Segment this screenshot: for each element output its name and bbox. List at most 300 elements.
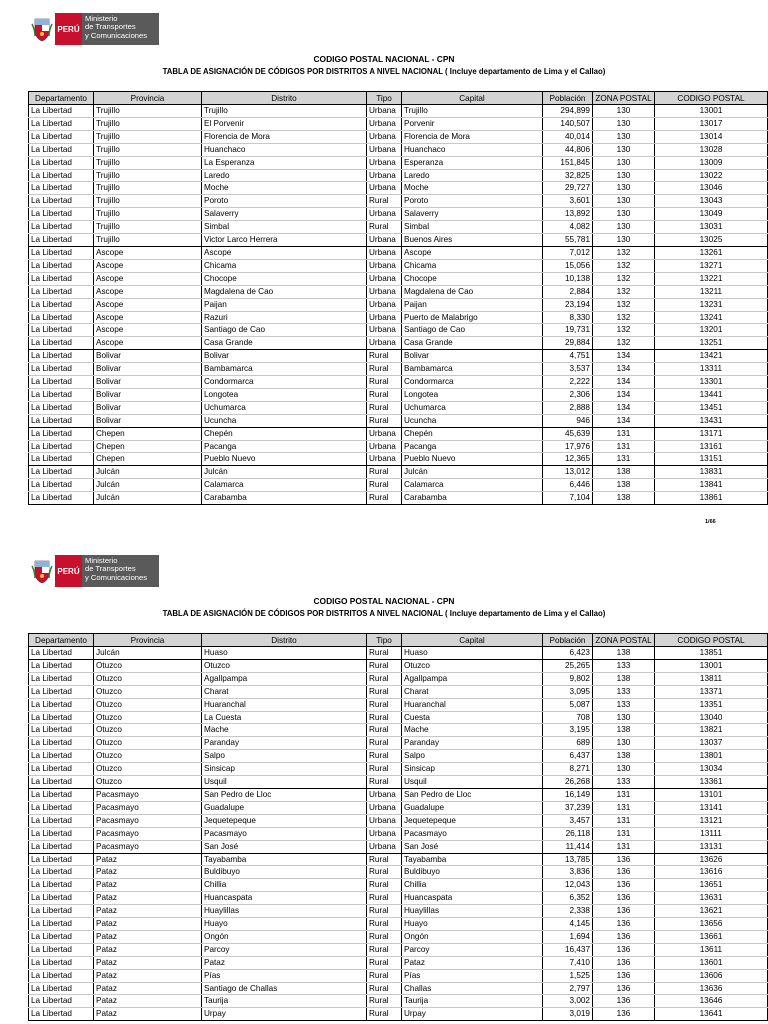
col-poblacion-cell: 13,785: [543, 853, 593, 866]
col-departamento-cell: La Libertad: [29, 221, 94, 234]
col-capital-cell: Urpay: [402, 1008, 543, 1021]
col-capital-cell: Calamarca: [402, 479, 543, 492]
col-tipo-cell: Rural: [367, 350, 402, 363]
col-capital-cell: Parcoy: [402, 943, 543, 956]
col-codigo-postal-cell: 13034: [655, 763, 768, 776]
col-capital-cell: Puerto de Malabrigo: [402, 311, 543, 324]
col-capital-cell: Uchumarca: [402, 401, 543, 414]
col-provincia-cell: Pataz: [94, 892, 202, 905]
col-poblacion-cell: 3,095: [543, 685, 593, 698]
header-col-codigo-postal: CODIGO POSTAL: [655, 634, 768, 647]
col-provincia-cell: Trujillo: [94, 234, 202, 247]
col-tipo-cell: Rural: [367, 982, 402, 995]
col-provincia-cell: Chepen: [94, 427, 202, 440]
col-distrito-cell: La Esperanza: [202, 156, 367, 169]
col-tipo-cell: Rural: [367, 195, 402, 208]
col-zona-postal-cell: 130: [593, 234, 655, 247]
col-zona-postal-cell: 131: [593, 814, 655, 827]
col-departamento-cell: La Libertad: [29, 879, 94, 892]
col-zona-postal-cell: 136: [593, 930, 655, 943]
table-row: [29, 285, 768, 298]
col-capital-cell: Bolivar: [402, 350, 543, 363]
col-zona-postal-cell: 130: [593, 117, 655, 130]
col-poblacion-cell: 26,268: [543, 776, 593, 789]
col-poblacion-cell: 16,149: [543, 788, 593, 801]
col-zona-postal-cell: 130: [593, 711, 655, 724]
col-departamento-cell: La Libertad: [29, 763, 94, 776]
col-zona-postal-cell: 136: [593, 918, 655, 931]
col-provincia-cell: Julcán: [94, 492, 202, 505]
header-col-distrito: Distrito: [202, 634, 367, 647]
col-tipo-cell: Rural: [367, 414, 402, 427]
table-row: [29, 208, 768, 221]
col-distrito-cell: Pataz: [202, 956, 367, 969]
col-poblacion-cell: 6,352: [543, 892, 593, 905]
col-zona-postal-cell: 136: [593, 969, 655, 982]
col-poblacion-cell: 13,892: [543, 208, 593, 221]
col-zona-postal-cell: 131: [593, 440, 655, 453]
col-poblacion-cell: 2,222: [543, 376, 593, 389]
col-codigo-postal-cell: 13271: [655, 259, 768, 272]
col-tipo-cell: Rural: [367, 750, 402, 763]
col-codigo-postal-cell: 13616: [655, 866, 768, 879]
table-row: [29, 350, 768, 363]
col-distrito-cell: Urpay: [202, 1008, 367, 1021]
col-capital-cell: Ucuncha: [402, 414, 543, 427]
col-codigo-postal-cell: 13025: [655, 234, 768, 247]
col-codigo-postal-cell: 13801: [655, 750, 768, 763]
col-departamento-cell: La Libertad: [29, 298, 94, 311]
table-row: [29, 440, 768, 453]
col-poblacion-cell: 3,537: [543, 363, 593, 376]
col-poblacion-cell: 6,423: [543, 647, 593, 660]
col-provincia-cell: Bolivar: [94, 363, 202, 376]
col-codigo-postal-cell: 13141: [655, 801, 768, 814]
col-distrito-cell: Huancaspata: [202, 892, 367, 905]
table-row: [29, 156, 768, 169]
logo-line-1: Ministerio: [85, 14, 118, 23]
col-zona-postal-cell: 130: [593, 156, 655, 169]
col-provincia-cell: Pataz: [94, 930, 202, 943]
col-departamento-cell: La Libertad: [29, 918, 94, 931]
col-codigo-postal-cell: 13351: [655, 698, 768, 711]
col-poblacion-cell: 1,694: [543, 930, 593, 943]
col-departamento-cell: La Libertad: [29, 234, 94, 247]
col-zona-postal-cell: 132: [593, 246, 655, 259]
page-number: 1/66: [705, 519, 716, 525]
col-zona-postal-cell: 130: [593, 221, 655, 234]
col-zona-postal-cell: 130: [593, 143, 655, 156]
col-capital-cell: Mache: [402, 724, 543, 737]
table-row: [29, 724, 768, 737]
col-distrito-cell: Usquil: [202, 776, 367, 789]
col-capital-cell: Challas: [402, 982, 543, 995]
col-codigo-postal-cell: 13841: [655, 479, 768, 492]
logo-ministry-text: [82, 555, 159, 587]
col-capital-cell: Salaverry: [402, 208, 543, 221]
col-tipo-cell: Urbana: [367, 143, 402, 156]
col-capital-cell: Casa Grande: [402, 337, 543, 350]
col-departamento-cell: La Libertad: [29, 672, 94, 685]
table-row: [29, 105, 768, 118]
col-distrito-cell: Uchumarca: [202, 401, 367, 414]
col-tipo-cell: Urbana: [367, 259, 402, 272]
col-capital-cell: Cuesta: [402, 711, 543, 724]
col-departamento-cell: La Libertad: [29, 659, 94, 672]
col-distrito-cell: Otuzco: [202, 659, 367, 672]
col-tipo-cell: Rural: [367, 943, 402, 956]
col-tipo-cell: Urbana: [367, 272, 402, 285]
col-provincia-cell: Ascope: [94, 337, 202, 350]
col-departamento-cell: La Libertad: [29, 208, 94, 221]
col-poblacion-cell: 19,731: [543, 324, 593, 337]
col-distrito-cell: Tayabamba: [202, 853, 367, 866]
col-departamento-cell: La Libertad: [29, 311, 94, 324]
col-tipo-cell: Rural: [367, 659, 402, 672]
table-row: [29, 117, 768, 130]
col-capital-cell: Simbal: [402, 221, 543, 234]
col-poblacion-cell: 26,118: [543, 827, 593, 840]
col-tipo-cell: Urbana: [367, 246, 402, 259]
col-zona-postal-cell: 136: [593, 892, 655, 905]
col-poblacion-cell: 12,365: [543, 453, 593, 466]
col-departamento-cell: La Libertad: [29, 814, 94, 827]
col-capital-cell: Buldibuyo: [402, 866, 543, 879]
col-codigo-postal-cell: 13161: [655, 440, 768, 453]
col-provincia-cell: Trujillo: [94, 117, 202, 130]
ministry-logo: [28, 555, 159, 587]
col-codigo-postal-cell: 13431: [655, 414, 768, 427]
col-departamento-cell: La Libertad: [29, 840, 94, 853]
col-provincia-cell: Trujillo: [94, 221, 202, 234]
table-row: [29, 788, 768, 801]
col-provincia-cell: Otuzco: [94, 737, 202, 750]
col-codigo-postal-cell: 13636: [655, 982, 768, 995]
col-tipo-cell: Rural: [367, 1008, 402, 1021]
table-header-row: [29, 634, 768, 647]
col-poblacion-cell: 7,104: [543, 492, 593, 505]
table-row: [29, 647, 768, 660]
col-codigo-postal-cell: 13261: [655, 246, 768, 259]
col-distrito-cell: Pacasmayo: [202, 827, 367, 840]
col-distrito-cell: El Porvenir: [202, 117, 367, 130]
logo-line-1: Ministerio: [85, 556, 118, 565]
col-distrito-cell: Bolivar: [202, 350, 367, 363]
table-row: [29, 840, 768, 853]
col-codigo-postal-cell: 13022: [655, 169, 768, 182]
col-codigo-postal-cell: 13626: [655, 853, 768, 866]
col-departamento-cell: La Libertad: [29, 143, 94, 156]
table-row: [29, 918, 768, 931]
col-codigo-postal-cell: 13131: [655, 840, 768, 853]
col-tipo-cell: Urbana: [367, 801, 402, 814]
col-codigo-postal-cell: 13651: [655, 879, 768, 892]
col-provincia-cell: Bolivar: [94, 401, 202, 414]
col-codigo-postal-cell: 13031: [655, 221, 768, 234]
col-capital-cell: Ascope: [402, 246, 543, 259]
col-poblacion-cell: 37,239: [543, 801, 593, 814]
col-provincia-cell: Pataz: [94, 995, 202, 1008]
table-row: [29, 879, 768, 892]
col-departamento-cell: La Libertad: [29, 905, 94, 918]
col-tipo-cell: Rural: [367, 763, 402, 776]
col-codigo-postal-cell: 13111: [655, 827, 768, 840]
col-departamento-cell: La Libertad: [29, 401, 94, 414]
col-departamento-cell: La Libertad: [29, 866, 94, 879]
col-tipo-cell: Urbana: [367, 105, 402, 118]
col-provincia-cell: Trujillo: [94, 105, 202, 118]
table-row: [29, 492, 768, 505]
col-tipo-cell: Urbana: [367, 234, 402, 247]
col-codigo-postal-cell: 13001: [655, 659, 768, 672]
table-row: [29, 853, 768, 866]
col-provincia-cell: Bolivar: [94, 414, 202, 427]
col-provincia-cell: Trujillo: [94, 195, 202, 208]
col-distrito-cell: Bambamarca: [202, 363, 367, 376]
col-departamento-cell: La Libertad: [29, 440, 94, 453]
col-zona-postal-cell: 132: [593, 272, 655, 285]
col-departamento-cell: La Libertad: [29, 776, 94, 789]
col-tipo-cell: Urbana: [367, 156, 402, 169]
page-subtitle: TABLA DE ASIGNACIÓN DE CÓDIGOS POR DISTRITOS A NIVEL NACIONAL ( Incluye departamento de Lima y el Callao): [162, 609, 606, 618]
table-row: [29, 969, 768, 982]
col-departamento-cell: La Libertad: [29, 956, 94, 969]
col-poblacion-cell: 45,639: [543, 427, 593, 440]
col-departamento-cell: La Libertad: [29, 724, 94, 737]
col-codigo-postal-cell: 13606: [655, 969, 768, 982]
col-zona-postal-cell: 138: [593, 466, 655, 479]
table-row: [29, 259, 768, 272]
col-distrito-cell: Longotea: [202, 388, 367, 401]
col-zona-postal-cell: 136: [593, 982, 655, 995]
col-codigo-postal-cell: 13811: [655, 672, 768, 685]
col-tipo-cell: Rural: [367, 479, 402, 492]
col-distrito-cell: Julcán: [202, 466, 367, 479]
col-zona-postal-cell: 131: [593, 453, 655, 466]
header-col-provincia: Provincia: [94, 92, 202, 105]
col-zona-postal-cell: 133: [593, 659, 655, 672]
col-departamento-cell: La Libertad: [29, 750, 94, 763]
col-capital-cell: Trujillo: [402, 105, 543, 118]
col-capital-cell: Chicama: [402, 259, 543, 272]
col-capital-cell: Guadalupe: [402, 801, 543, 814]
col-distrito-cell: Ascope: [202, 246, 367, 259]
col-distrito-cell: Santiago de Cao: [202, 324, 367, 337]
col-poblacion-cell: 55,781: [543, 234, 593, 247]
col-departamento-cell: La Libertad: [29, 195, 94, 208]
col-zona-postal-cell: 138: [593, 492, 655, 505]
col-capital-cell: Chepén: [402, 427, 543, 440]
col-zona-postal-cell: 130: [593, 130, 655, 143]
table-row: [29, 814, 768, 827]
table-row: [29, 453, 768, 466]
table-row: [29, 234, 768, 247]
col-tipo-cell: Rural: [367, 685, 402, 698]
col-zona-postal-cell: 138: [593, 672, 655, 685]
table-row: [29, 866, 768, 879]
col-provincia-cell: Otuzco: [94, 698, 202, 711]
col-provincia-cell: Pataz: [94, 956, 202, 969]
col-poblacion-cell: 4,145: [543, 918, 593, 931]
col-poblacion-cell: 40,014: [543, 130, 593, 143]
table-row: [29, 776, 768, 789]
col-poblacion-cell: 689: [543, 737, 593, 750]
col-tipo-cell: Urbana: [367, 285, 402, 298]
col-provincia-cell: Otuzco: [94, 711, 202, 724]
col-departamento-cell: La Libertad: [29, 647, 94, 660]
col-capital-cell: Ongón: [402, 930, 543, 943]
page-title: CODIGO POSTAL NACIONAL - CPN: [313, 54, 455, 64]
table-row: [29, 801, 768, 814]
col-poblacion-cell: 6,437: [543, 750, 593, 763]
col-capital-cell: Pueblo Nuevo: [402, 453, 543, 466]
col-capital-cell: Sinsicap: [402, 763, 543, 776]
table-row: [29, 659, 768, 672]
col-distrito-cell: Jequetepeque: [202, 814, 367, 827]
col-capital-cell: Laredo: [402, 169, 543, 182]
col-distrito-cell: Pías: [202, 969, 367, 982]
col-tipo-cell: Rural: [367, 969, 402, 982]
col-departamento-cell: La Libertad: [29, 492, 94, 505]
col-tipo-cell: Rural: [367, 892, 402, 905]
col-poblacion-cell: 23,194: [543, 298, 593, 311]
col-poblacion-cell: 4,751: [543, 350, 593, 363]
col-departamento-cell: La Libertad: [29, 853, 94, 866]
col-capital-cell: Pataz: [402, 956, 543, 969]
col-capital-cell: Paranday: [402, 737, 543, 750]
col-zona-postal-cell: 138: [593, 647, 655, 660]
col-codigo-postal-cell: 13451: [655, 401, 768, 414]
col-zona-postal-cell: 134: [593, 401, 655, 414]
col-provincia-cell: Trujillo: [94, 208, 202, 221]
table-row: [29, 427, 768, 440]
logo-line-2: de Transportes: [85, 22, 136, 32]
col-provincia-cell: Trujillo: [94, 156, 202, 169]
col-provincia-cell: Trujillo: [94, 143, 202, 156]
col-provincia-cell: Pataz: [94, 853, 202, 866]
col-codigo-postal-cell: 13151: [655, 453, 768, 466]
col-poblacion-cell: 2,306: [543, 388, 593, 401]
table-row: [29, 363, 768, 376]
postal-code-table: [28, 633, 768, 1021]
col-distrito-cell: Razuri: [202, 311, 367, 324]
col-poblacion-cell: 8,271: [543, 763, 593, 776]
col-departamento-cell: La Libertad: [29, 1008, 94, 1021]
col-tipo-cell: Rural: [367, 853, 402, 866]
col-capital-cell: Magdalena de Cao: [402, 285, 543, 298]
col-poblacion-cell: 3,195: [543, 724, 593, 737]
col-zona-postal-cell: 132: [593, 285, 655, 298]
header-col-capital: Capital: [402, 92, 543, 105]
col-capital-cell: Condormarca: [402, 376, 543, 389]
col-departamento-cell: La Libertad: [29, 479, 94, 492]
col-capital-cell: Pacanga: [402, 440, 543, 453]
col-departamento-cell: La Libertad: [29, 169, 94, 182]
table-row: [29, 763, 768, 776]
col-codigo-postal-cell: 13371: [655, 685, 768, 698]
table-row: [29, 685, 768, 698]
col-poblacion-cell: 8,330: [543, 311, 593, 324]
col-codigo-postal-cell: 13231: [655, 298, 768, 311]
col-capital-cell: Santiago de Cao: [402, 324, 543, 337]
col-distrito-cell: Salaverry: [202, 208, 367, 221]
col-tipo-cell: Urbana: [367, 840, 402, 853]
col-tipo-cell: Urbana: [367, 814, 402, 827]
col-zona-postal-cell: 132: [593, 298, 655, 311]
col-tipo-cell: Rural: [367, 905, 402, 918]
col-provincia-cell: Pataz: [94, 879, 202, 892]
col-zona-postal-cell: 131: [593, 827, 655, 840]
col-codigo-postal-cell: 13221: [655, 272, 768, 285]
col-tipo-cell: Urbana: [367, 788, 402, 801]
table-row: [29, 324, 768, 337]
col-distrito-cell: Paranday: [202, 737, 367, 750]
col-poblacion-cell: 3,457: [543, 814, 593, 827]
col-tipo-cell: Rural: [367, 492, 402, 505]
col-zona-postal-cell: 134: [593, 388, 655, 401]
col-provincia-cell: Pataz: [94, 866, 202, 879]
col-capital-cell: San Pedro de Lloc: [402, 788, 543, 801]
col-departamento-cell: La Libertad: [29, 388, 94, 401]
col-provincia-cell: Ascope: [94, 272, 202, 285]
col-codigo-postal-cell: 13861: [655, 492, 768, 505]
col-tipo-cell: Rural: [367, 401, 402, 414]
col-poblacion-cell: 29,727: [543, 182, 593, 195]
table-row: [29, 737, 768, 750]
col-zona-postal-cell: 136: [593, 995, 655, 1008]
col-provincia-cell: Pataz: [94, 1008, 202, 1021]
col-tipo-cell: Rural: [367, 956, 402, 969]
col-provincia-cell: Ascope: [94, 324, 202, 337]
col-departamento-cell: La Libertad: [29, 427, 94, 440]
col-provincia-cell: Julcán: [94, 479, 202, 492]
col-departamento-cell: La Libertad: [29, 698, 94, 711]
col-distrito-cell: Chocope: [202, 272, 367, 285]
col-zona-postal-cell: 133: [593, 685, 655, 698]
col-distrito-cell: Condormarca: [202, 376, 367, 389]
col-codigo-postal-cell: 13121: [655, 814, 768, 827]
col-distrito-cell: Taurija: [202, 995, 367, 1008]
col-distrito-cell: Chepén: [202, 427, 367, 440]
col-distrito-cell: Magdalena de Cao: [202, 285, 367, 298]
col-zona-postal-cell: 130: [593, 737, 655, 750]
col-capital-cell: Usquil: [402, 776, 543, 789]
col-codigo-postal-cell: 13037: [655, 737, 768, 750]
header-col-codigo-postal: CODIGO POSTAL: [655, 92, 768, 105]
col-poblacion-cell: 12,043: [543, 879, 593, 892]
col-poblacion-cell: 16,437: [543, 943, 593, 956]
col-zona-postal-cell: 132: [593, 311, 655, 324]
col-tipo-cell: Urbana: [367, 324, 402, 337]
col-departamento-cell: La Libertad: [29, 892, 94, 905]
col-tipo-cell: Rural: [367, 995, 402, 1008]
page-title: CODIGO POSTAL NACIONAL - CPN: [313, 596, 455, 606]
col-provincia-cell: Ascope: [94, 311, 202, 324]
col-codigo-postal-cell: 13831: [655, 466, 768, 479]
col-departamento-cell: La Libertad: [29, 995, 94, 1008]
col-tipo-cell: Rural: [367, 376, 402, 389]
col-provincia-cell: Otuzco: [94, 659, 202, 672]
col-provincia-cell: Pacasmayo: [94, 814, 202, 827]
col-capital-cell: Salpo: [402, 750, 543, 763]
header-col-departamento: Departamento: [29, 634, 94, 647]
header-col-zona-postal: ZONA POSTAL: [593, 634, 655, 647]
col-provincia-cell: Pacasmayo: [94, 788, 202, 801]
col-capital-cell: Porvenir: [402, 117, 543, 130]
logo-line-3: y Comunicaciones: [85, 572, 148, 582]
col-tipo-cell: Rural: [367, 879, 402, 892]
col-zona-postal-cell: 134: [593, 376, 655, 389]
